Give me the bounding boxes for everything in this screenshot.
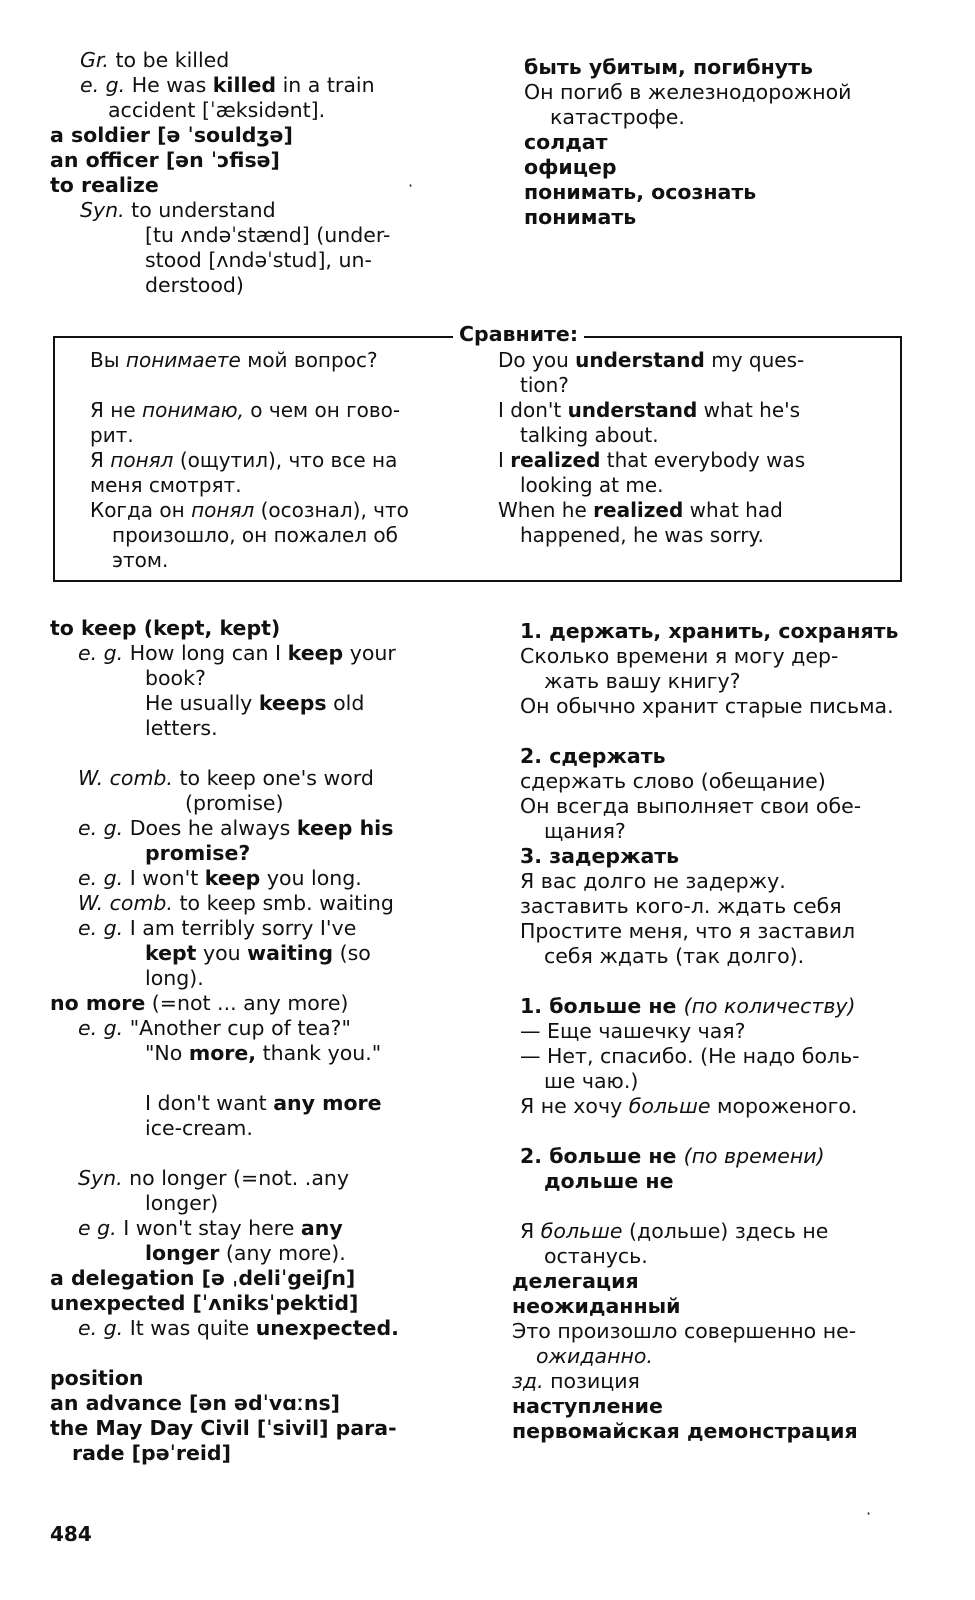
translation-line: [512, 1419, 904, 1444]
entry-line: [50, 1241, 440, 1266]
text-run: realized: [593, 498, 684, 522]
entry-line: [50, 1316, 440, 1341]
translation-line: [512, 1094, 904, 1119]
text-run: ожиданно.: [536, 1344, 653, 1368]
text-run: what had: [683, 498, 783, 522]
text-run: 1. больше не: [520, 994, 684, 1018]
compare-line: [498, 398, 878, 423]
text-run: longer: [145, 1241, 220, 1265]
text-run: I: [498, 448, 511, 472]
text-run: Do you: [498, 348, 576, 372]
text-run: первомайская демонстрация: [512, 1419, 858, 1443]
text-run: ice-cream.: [145, 1116, 253, 1140]
compare-line: [498, 498, 878, 523]
text-run: to understand: [124, 198, 276, 222]
compare-line: [498, 473, 878, 498]
text-run: to realize: [50, 173, 159, 197]
entry-line: [50, 641, 440, 666]
entry-line: [50, 73, 440, 98]
translation-line: [512, 80, 904, 105]
text-run: катастрофе.: [550, 105, 685, 129]
text-run: наступление: [512, 1394, 663, 1418]
text-run: офицер: [524, 155, 617, 179]
translation-line: [512, 1119, 904, 1144]
text-run: понимать: [524, 205, 637, 229]
text-run: W. comb.: [78, 891, 173, 915]
entry-line: [50, 1441, 440, 1466]
text-run: жать вашу книгу?: [544, 669, 741, 693]
text-run: Я не: [90, 398, 142, 422]
entry-line: [50, 1116, 440, 1141]
text-run: tion?: [520, 373, 569, 397]
text-run: thank you.": [256, 1041, 382, 1065]
text-run: He was: [125, 73, 213, 97]
entry-line: [50, 1341, 440, 1366]
translation-line: [512, 694, 904, 719]
text-run: понял: [191, 498, 255, 522]
entry-line: [50, 273, 440, 298]
text-run: no longer (=not. .any: [122, 1166, 350, 1190]
text-run: I am terribly sorry I've: [123, 916, 357, 940]
entry-line: [50, 716, 440, 741]
text-run: понимаю,: [142, 398, 244, 422]
text-run: understand: [567, 398, 698, 422]
translation-line: [512, 819, 904, 844]
page-number: 484: [50, 1522, 92, 1546]
text-run: понимать, осознать: [524, 180, 757, 204]
text-run: what he's: [697, 398, 801, 422]
translation-line: [512, 794, 904, 819]
text-run: мороженого.: [710, 1094, 858, 1118]
translation-line: [512, 719, 904, 744]
entry-line: [50, 223, 440, 248]
entry-line: [50, 866, 440, 891]
translation-line: [512, 1069, 904, 1094]
text-run: Syn.: [78, 1166, 123, 1190]
translation-line: [512, 919, 904, 944]
text-run: этом.: [112, 548, 169, 572]
text-run: you: [196, 941, 248, 965]
text-run: Когда он: [90, 498, 192, 522]
text-run: a soldier [ə ˈsouldʒə]: [50, 123, 293, 147]
compare-line: [90, 373, 460, 398]
compare-box: [53, 322, 902, 582]
entry-line: [50, 1091, 440, 1116]
text-run: (дольше) здесь не: [622, 1219, 829, 1243]
compare-line: [90, 423, 460, 448]
entry-line: [50, 173, 440, 198]
entry-line: [50, 48, 440, 73]
entry-line: [50, 666, 440, 691]
text-run: меня смотрят.: [90, 473, 242, 497]
text-run: my ques-: [704, 348, 805, 372]
text-run: (any more).: [219, 1241, 346, 1265]
text-run: an officer [ən ˈɔfisə]: [50, 148, 280, 172]
translation-line: [512, 1294, 904, 1319]
entry-line: [50, 1216, 440, 1241]
text-run: I won't: [123, 866, 205, 890]
text-run: keeps: [258, 691, 327, 715]
text-run: Я: [520, 1219, 541, 1243]
entry-line: [50, 966, 440, 991]
text-run: keep: [287, 641, 344, 665]
compare-english-column: [498, 348, 878, 548]
text-run: realized: [510, 448, 601, 472]
compare-line: [90, 398, 460, 423]
compare-line: [90, 473, 460, 498]
text-run: щания?: [544, 819, 626, 843]
translation-line: [512, 1169, 904, 1194]
text-run: Он погиб в железнодорожной: [524, 80, 852, 104]
entry-line: [50, 1366, 440, 1391]
text-run: себя ждать (так долго).: [544, 944, 805, 968]
text-run: e g.: [78, 1216, 117, 1240]
text-run: быть убитым, погибнуть: [524, 55, 813, 79]
translation-line: [512, 1019, 904, 1044]
text-run: Syn.: [80, 198, 125, 222]
translation-line: [512, 969, 904, 994]
text-run: I won't stay here: [116, 1216, 301, 1240]
entry-line: [50, 991, 440, 1016]
text-run: old: [326, 691, 365, 715]
text-run: rade [pəˈreid]: [72, 1441, 231, 1465]
text-run: in a train: [276, 73, 375, 97]
text-run: Вы: [90, 348, 126, 372]
compare-line: [90, 448, 460, 473]
text-run: It was quite: [123, 1316, 256, 1340]
text-run: (=not ... any more): [145, 991, 349, 1015]
vocab-list-bottom-english: [50, 616, 440, 1466]
text-run: I don't want: [145, 1091, 274, 1115]
text-run: Gr.: [80, 48, 109, 72]
text-run: больше: [628, 1094, 711, 1118]
translation-line: [512, 130, 904, 155]
text-run: kept: [145, 941, 197, 965]
text-run: Сколько времени я могу дер-: [520, 644, 839, 668]
translation-line: [512, 205, 904, 230]
text-run: unexpected [ˈʌniksˈpektid]: [50, 1291, 359, 1315]
text-run: more,: [188, 1041, 257, 1065]
entry-line: [50, 1066, 440, 1091]
translation-line: [512, 894, 904, 919]
text-run: e. g.: [78, 641, 124, 665]
text-run: Я не хочу: [520, 1094, 629, 1118]
entry-line: [50, 1291, 440, 1316]
entry-line: [50, 891, 440, 916]
text-run: derstood): [145, 273, 244, 297]
text-run: Простите меня, что я заставил: [520, 919, 856, 943]
text-run: unexpected.: [255, 1316, 399, 1340]
translation-line: [512, 619, 904, 644]
text-run: — Еще чашечку чая?: [520, 1019, 746, 1043]
entry-line: [50, 816, 440, 841]
compare-line: [90, 348, 460, 373]
text-run: (so: [333, 941, 371, 965]
text-run: position: [50, 1366, 144, 1390]
entry-line: [50, 791, 440, 816]
text-run: any more: [273, 1091, 382, 1115]
text-run: e. g.: [78, 1016, 124, 1040]
text-run: сдержать слово (обещание): [520, 769, 826, 793]
text-run: that everybody was: [600, 448, 806, 472]
translation-line: [512, 1394, 904, 1419]
text-run: (осознал), что: [254, 498, 409, 522]
translation-line: [512, 55, 904, 80]
text-run: ше чаю.): [544, 1069, 639, 1093]
compare-line: [498, 448, 878, 473]
compare-line: [498, 523, 878, 548]
text-run: e. g.: [78, 916, 124, 940]
entry-line: [50, 1141, 440, 1166]
entry-line: [50, 248, 440, 273]
text-run: looking at me.: [520, 473, 664, 497]
compare-line: [90, 523, 460, 548]
entry-line: [50, 1041, 440, 1066]
text-run: (по количеству): [683, 994, 856, 1018]
compare-line: [90, 548, 460, 573]
text-run: останусь.: [544, 1244, 648, 1268]
text-run: stood [ʌndəˈstud], un-: [145, 248, 372, 272]
text-run: e. g.: [78, 1316, 124, 1340]
speck-mark: ·: [866, 1504, 872, 1523]
text-run: He usually: [145, 691, 259, 715]
text-run: 1. держать, хранить, сохранять: [520, 619, 899, 643]
text-run: you long.: [260, 866, 362, 890]
text-run: 2. больше не: [520, 1144, 684, 1168]
text-run: "Another cup of tea?": [123, 1016, 351, 1040]
text-run: солдат: [524, 130, 608, 154]
text-run: any: [300, 1216, 343, 1240]
translation-line: [512, 994, 904, 1019]
text-run: (по времени): [683, 1144, 825, 1168]
text-run: to keep one's word: [172, 766, 374, 790]
text-run: позиция: [543, 1369, 640, 1393]
text-run: promise?: [145, 841, 251, 865]
translation-line: [512, 105, 904, 130]
vocab-list-top-english: [50, 48, 440, 298]
text-run: e. g.: [80, 73, 126, 97]
text-run: to keep (kept, kept): [50, 616, 281, 640]
compare-line: [498, 373, 878, 398]
translation-line: [512, 844, 904, 869]
text-run: keep his: [296, 816, 394, 840]
text-run: talking about.: [520, 423, 659, 447]
text-run: When he: [498, 498, 594, 522]
entry-line: [50, 1016, 440, 1041]
text-run: Он всегда выполняет свои обе-: [520, 794, 862, 818]
entry-line: [50, 1166, 440, 1191]
text-run: How long can I: [123, 641, 288, 665]
text-run: letters.: [145, 716, 218, 740]
text-run: [tu ʌndəˈstænd] (under-: [145, 223, 391, 247]
compare-russian-column: [90, 348, 460, 573]
text-run: e. g.: [78, 816, 124, 840]
text-run: longer): [145, 1191, 219, 1215]
translation-line: [512, 180, 904, 205]
text-run: 3. задержать: [520, 844, 680, 868]
text-run: понимаете: [125, 348, 241, 372]
text-run: killed: [212, 73, 277, 97]
translation-line: [512, 944, 904, 969]
entry-line: [50, 841, 440, 866]
compare-line: [498, 348, 878, 373]
text-run: произошло, он пожалел об: [112, 523, 398, 547]
text-run: заставить кого-л. ждать себя: [520, 894, 842, 918]
entry-line: [50, 1391, 440, 1416]
text-run: e. g.: [78, 866, 124, 890]
text-run: 2. сдержать: [520, 744, 666, 768]
text-run: Это произошло совершенно не-: [512, 1319, 857, 1343]
text-run: no more: [50, 991, 146, 1015]
translation-line: [512, 744, 904, 769]
translation-line: [512, 1369, 904, 1394]
translation-line: [512, 1144, 904, 1169]
text-run: понял: [110, 448, 174, 472]
compare-title: Сравните:: [453, 322, 584, 346]
text-run: Я: [90, 448, 111, 472]
entry-line: [50, 766, 440, 791]
compare-line: [498, 423, 878, 448]
text-run: делегация: [512, 1269, 639, 1293]
text-run: дольше не: [544, 1169, 674, 1193]
text-run: to be killed: [108, 48, 230, 72]
text-run: "No: [145, 1041, 189, 1065]
translation-line: [512, 155, 904, 180]
translation-line: [512, 1219, 904, 1244]
text-run: your: [343, 641, 396, 665]
entry-line: [50, 741, 440, 766]
translation-line: [512, 1344, 904, 1369]
translation-line: [512, 1244, 904, 1269]
translation-line: [512, 1044, 904, 1069]
text-run: the May Day Civil [ˈsivil] para-: [50, 1416, 397, 1440]
translation-line: [512, 1269, 904, 1294]
entry-line: [50, 916, 440, 941]
text-run: — Нет, спасибо. (Не надо боль-: [520, 1044, 860, 1068]
entry-line: [50, 198, 440, 223]
translation-line: [512, 644, 904, 669]
text-run: Я вас долго не задержу.: [520, 869, 786, 893]
text-run: waiting: [247, 941, 334, 965]
compare-line: [90, 498, 460, 523]
speck-mark: ·: [408, 176, 414, 195]
text-run: неожиданный: [512, 1294, 681, 1318]
text-run: a delegation [ə ˌdeliˈgeiʃn]: [50, 1266, 356, 1290]
text-run: (promise): [185, 791, 284, 815]
entry-line: [50, 1191, 440, 1216]
text-run: accident [ˈæksidənt].: [108, 98, 326, 122]
text-run: long).: [145, 966, 204, 990]
translation-line: [512, 669, 904, 694]
entry-line: [50, 123, 440, 148]
translation-line: [512, 869, 904, 894]
text-run: о чем он гово-: [243, 398, 401, 422]
text-run: an advance [ən ədˈvɑːns]: [50, 1391, 341, 1415]
vocab-list-top-russian: [512, 55, 904, 230]
text-run: W. comb.: [78, 766, 173, 790]
entry-line: [50, 98, 440, 123]
text-run: Does he always: [123, 816, 297, 840]
entry-line: [50, 1266, 440, 1291]
entry-line: [50, 616, 440, 641]
text-run: мой вопрос?: [240, 348, 378, 372]
translation-line: [512, 1319, 904, 1344]
text-run: to keep smb. waiting: [172, 891, 394, 915]
entry-line: [50, 691, 440, 716]
text-run: зд.: [512, 1369, 544, 1393]
text-run: (ощутил), что все на: [173, 448, 398, 472]
text-run: Он обычно хранит старые письма.: [520, 694, 894, 718]
translation-line: [512, 1194, 904, 1219]
text-run: больше: [540, 1219, 623, 1243]
text-run: book?: [145, 666, 206, 690]
vocab-list-bottom-russian: [512, 619, 904, 1444]
entry-line: [50, 941, 440, 966]
text-run: рит.: [90, 423, 134, 447]
entry-line: [50, 1416, 440, 1441]
translation-line: [512, 769, 904, 794]
text-run: keep: [204, 866, 261, 890]
text-run: I don't: [498, 398, 568, 422]
text-run: happened, he was sorry.: [520, 523, 764, 547]
entry-line: [50, 148, 440, 173]
text-run: understand: [575, 348, 705, 372]
